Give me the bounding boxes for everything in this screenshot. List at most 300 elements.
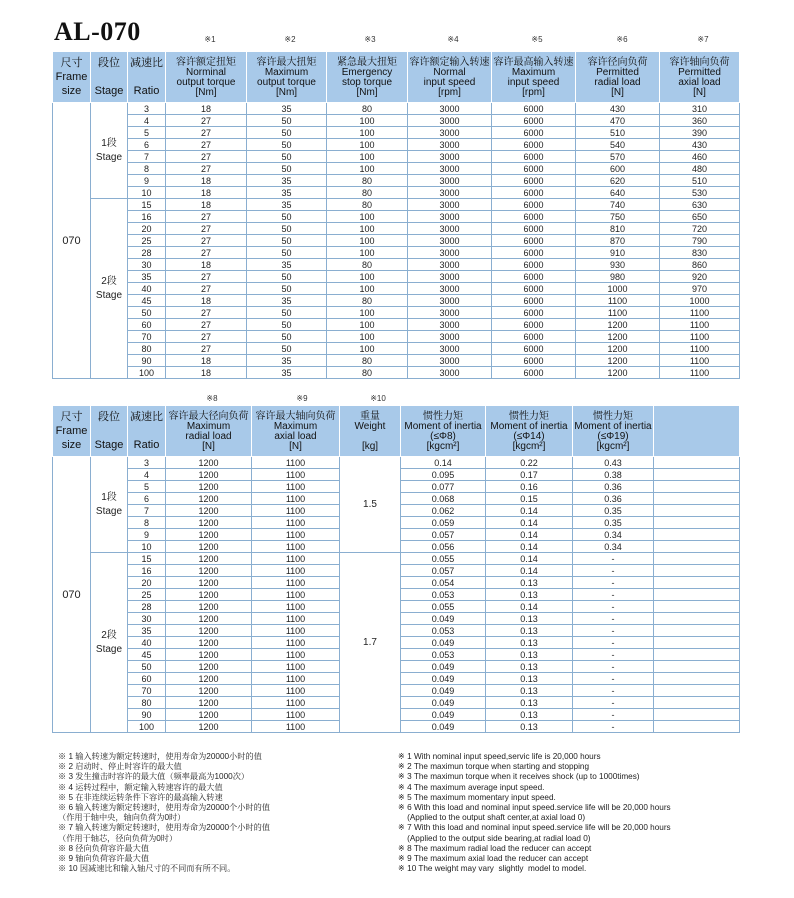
stage-en: Stage: [95, 505, 123, 517]
value-cell: 1100: [252, 577, 340, 589]
value-cell: 6000: [492, 211, 576, 223]
header-max-torque: 容许最大扭矩 Maximum output torque [Nm]: [247, 52, 327, 103]
ratio-cell: 35: [128, 625, 166, 637]
value-cell: 910: [576, 247, 660, 259]
table-row: [53, 355, 740, 367]
value-cell: 0.059: [401, 517, 486, 529]
note-mark: ※10: [370, 394, 386, 403]
value-cell: 50: [247, 343, 327, 355]
value-cell: 0.13: [486, 577, 573, 589]
value-cell: 100: [327, 163, 408, 175]
header-inertia-8: 惯性力矩 Moment of inertia (≤Φ8) [kgcm²]: [401, 406, 486, 457]
ratio-cell: 90: [128, 355, 166, 367]
value-cell: 6000: [492, 187, 576, 199]
ratio-cell: 16: [128, 211, 166, 223]
value-cell: 35: [247, 103, 327, 115]
notes-english: [398, 752, 748, 874]
value-cell: 100: [327, 343, 408, 355]
value-cell: 0.057: [401, 529, 486, 541]
value-cell: 0.055: [401, 553, 486, 565]
value-cell: 27: [166, 151, 247, 163]
value-cell: 50: [247, 247, 327, 259]
value-cell: 0.14: [486, 601, 573, 613]
table-row: [53, 307, 740, 319]
value-cell: 1100: [252, 517, 340, 529]
value-cell: 0.053: [401, 589, 486, 601]
value-cell: -: [573, 625, 654, 637]
value-cell: 18: [166, 199, 247, 211]
weight-cell: 1.7: [340, 553, 401, 733]
value-cell: 1200: [166, 649, 252, 661]
value-cell: 1200: [166, 661, 252, 673]
ratio-cell: 7: [128, 151, 166, 163]
value-cell: 530: [660, 187, 740, 199]
value-cell: 80: [327, 199, 408, 211]
value-cell: 1100: [252, 637, 340, 649]
value-cell: 620: [576, 175, 660, 187]
value-cell: 18: [166, 175, 247, 187]
value-cell: 3000: [408, 235, 492, 247]
value-cell: 100: [327, 151, 408, 163]
value-cell: 3000: [408, 307, 492, 319]
value-cell: 0.062: [401, 505, 486, 517]
empty-cell: [654, 481, 740, 493]
value-cell: 1200: [166, 505, 252, 517]
value-cell: 35: [247, 367, 327, 379]
empty-cell: [654, 721, 740, 733]
value-cell: 1200: [166, 457, 252, 469]
value-cell: 1100: [252, 697, 340, 709]
note-line: ※ 9 轴向负荷容许最大值: [58, 854, 149, 864]
header-axial-load: 容许轴向负荷 Permitted axial load [N]: [660, 52, 740, 103]
empty-cell: [654, 661, 740, 673]
header-nominal-torque: 容许额定扭矩 Norminal output torque [Nm]: [166, 52, 247, 103]
value-cell: 0.049: [401, 637, 486, 649]
value-cell: 35: [247, 175, 327, 187]
stage-en: Stage: [95, 643, 123, 655]
value-cell: 35: [247, 355, 327, 367]
value-cell: 0.053: [401, 649, 486, 661]
value-cell: 35: [247, 259, 327, 271]
value-cell: 930: [576, 259, 660, 271]
value-cell: 970: [660, 283, 740, 295]
value-cell: 3000: [408, 271, 492, 283]
value-cell: 50: [247, 283, 327, 295]
value-cell: 830: [660, 247, 740, 259]
value-cell: 6000: [492, 283, 576, 295]
empty-cell: [654, 601, 740, 613]
value-cell: 1200: [576, 331, 660, 343]
value-cell: 100: [327, 319, 408, 331]
value-cell: 390: [660, 127, 740, 139]
value-cell: 27: [166, 115, 247, 127]
note-line: ※ 7 With this load and nominal input speed.service life will be 20,000 hours: [398, 823, 671, 833]
empty-cell: [654, 529, 740, 541]
value-cell: 27: [166, 223, 247, 235]
value-cell: 0.077: [401, 481, 486, 493]
stage-cell: [91, 103, 128, 199]
value-cell: 1200: [576, 319, 660, 331]
value-cell: 100: [327, 115, 408, 127]
value-cell: 1200: [166, 601, 252, 613]
value-cell: 6000: [492, 367, 576, 379]
note-line: ※ 5 在非连续运转条件下容许的最高输入转速: [58, 792, 223, 802]
value-cell: 6000: [492, 355, 576, 367]
value-cell: -: [573, 661, 654, 673]
value-cell: 18: [166, 367, 247, 379]
note-mark: ※8: [206, 394, 218, 403]
value-cell: 100: [327, 283, 408, 295]
value-cell: 1100: [576, 295, 660, 307]
ratio-cell: 70: [128, 685, 166, 697]
ratio-cell: 8: [128, 517, 166, 529]
value-cell: 0.22: [486, 457, 573, 469]
value-cell: 0.36: [573, 481, 654, 493]
value-cell: 27: [166, 343, 247, 355]
stage-cell: [91, 553, 128, 733]
value-cell: 1100: [252, 601, 340, 613]
value-cell: 1100: [576, 307, 660, 319]
value-cell: -: [573, 565, 654, 577]
value-cell: 0.056: [401, 541, 486, 553]
frame-size-cell: 070: [53, 103, 91, 379]
value-cell: 27: [166, 319, 247, 331]
ratio-cell: 80: [128, 697, 166, 709]
note-mark: ※9: [296, 394, 308, 403]
note-mark: ※3: [364, 35, 376, 44]
stage-zh: 1段: [101, 137, 117, 149]
value-cell: 80: [327, 295, 408, 307]
value-cell: 6000: [492, 175, 576, 187]
table-row: [53, 223, 740, 235]
value-cell: 0.38: [573, 469, 654, 481]
value-cell: -: [573, 589, 654, 601]
frame-size-cell: 070: [53, 457, 91, 733]
value-cell: 1200: [166, 517, 252, 529]
value-cell: 1200: [166, 529, 252, 541]
value-cell: 0.13: [486, 685, 573, 697]
value-cell: 27: [166, 247, 247, 259]
ratio-cell: 10: [128, 541, 166, 553]
ratio-cell: 90: [128, 709, 166, 721]
note-line: ※ 1 输入转速为额定转速时，使用寿命为20000小时的值: [58, 752, 262, 761]
empty-cell: [654, 493, 740, 505]
table-row: [53, 319, 740, 331]
value-cell: 50: [247, 211, 327, 223]
empty-cell: [654, 637, 740, 649]
empty-cell: [654, 649, 740, 661]
value-cell: 100: [327, 271, 408, 283]
value-cell: 630: [660, 199, 740, 211]
value-cell: 80: [327, 175, 408, 187]
value-cell: -: [573, 637, 654, 649]
value-cell: 1100: [252, 649, 340, 661]
value-cell: 0.13: [486, 721, 573, 733]
value-cell: 1100: [252, 481, 340, 493]
ratio-cell: 25: [128, 589, 166, 601]
table-row: [53, 235, 740, 247]
empty-cell: [654, 709, 740, 721]
value-cell: 27: [166, 211, 247, 223]
spec-table-1: [52, 51, 740, 379]
value-cell: 1200: [576, 355, 660, 367]
stage-en: Stage: [95, 151, 123, 163]
value-cell: 0.14: [486, 529, 573, 541]
ratio-cell: 9: [128, 175, 166, 187]
value-cell: 3000: [408, 259, 492, 271]
table-row: [53, 331, 740, 343]
value-cell: 3000: [408, 115, 492, 127]
note-line: ※ 2 启动时、停止时容许的最大值: [58, 762, 182, 772]
ratio-cell: 16: [128, 565, 166, 577]
note-mark: ※1: [204, 35, 216, 44]
value-cell: 1100: [252, 493, 340, 505]
note-line: ※ 3 The maximun torque when it receives shock (up to 1000times): [398, 772, 640, 782]
value-cell: -: [573, 709, 654, 721]
table2-note-marks: [0, 394, 794, 404]
empty-cell: [654, 685, 740, 697]
value-cell: -: [573, 697, 654, 709]
ratio-cell: 6: [128, 139, 166, 151]
value-cell: 0.13: [486, 709, 573, 721]
note-line: ※ 8 The maximum radial load the reducer can accept: [398, 843, 592, 853]
note-line: ※ 7 输入转速为额定转速时，使用寿命为20000个小时的值: [58, 823, 270, 833]
empty-cell: [654, 577, 740, 589]
value-cell: 1100: [252, 505, 340, 517]
value-cell: 1200: [576, 343, 660, 355]
value-cell: 3000: [408, 247, 492, 259]
value-cell: 80: [327, 355, 408, 367]
value-cell: 1000: [660, 295, 740, 307]
value-cell: 1200: [166, 685, 252, 697]
value-cell: 3000: [408, 127, 492, 139]
note-line: ※ 9 The maximum axial load the reducer can accept: [398, 854, 589, 864]
value-cell: 3000: [408, 139, 492, 151]
ratio-cell: 5: [128, 481, 166, 493]
value-cell: 0.049: [401, 721, 486, 733]
ratio-cell: 30: [128, 613, 166, 625]
value-cell: 1200: [166, 589, 252, 601]
value-cell: 3000: [408, 211, 492, 223]
stage-en: Stage: [95, 289, 123, 301]
value-cell: 0.053: [401, 625, 486, 637]
value-cell: 1200: [576, 367, 660, 379]
value-cell: 0.14: [486, 505, 573, 517]
value-cell: 0.049: [401, 697, 486, 709]
table-row: [53, 343, 740, 355]
note-line: ※ 5 The maximum momentary input speed.: [398, 792, 556, 802]
note-mark: ※5: [531, 35, 543, 44]
value-cell: 100: [327, 235, 408, 247]
value-cell: 6000: [492, 319, 576, 331]
header-empty: [654, 406, 740, 457]
value-cell: 0.054: [401, 577, 486, 589]
note-line: ※ 10 The weight may vary slightly model to model.: [398, 864, 587, 874]
value-cell: 1100: [252, 709, 340, 721]
empty-cell: [654, 589, 740, 601]
value-cell: 3000: [408, 199, 492, 211]
value-cell: 870: [576, 235, 660, 247]
value-cell: 3000: [408, 331, 492, 343]
ratio-cell: 9: [128, 529, 166, 541]
ratio-cell: 50: [128, 661, 166, 673]
value-cell: 50: [247, 319, 327, 331]
value-cell: 6000: [492, 331, 576, 343]
value-cell: 50: [247, 235, 327, 247]
value-cell: 100: [327, 139, 408, 151]
value-cell: 6000: [492, 235, 576, 247]
table-row: [53, 457, 740, 469]
ratio-cell: 60: [128, 319, 166, 331]
empty-cell: [654, 457, 740, 469]
value-cell: 3000: [408, 103, 492, 115]
stage-cell: [91, 457, 128, 553]
value-cell: 510: [660, 175, 740, 187]
value-cell: 0.16: [486, 481, 573, 493]
value-cell: 18: [166, 259, 247, 271]
table-row: [53, 283, 740, 295]
ratio-cell: 100: [128, 367, 166, 379]
value-cell: 740: [576, 199, 660, 211]
value-cell: 810: [576, 223, 660, 235]
value-cell: 50: [247, 271, 327, 283]
value-cell: 6000: [492, 103, 576, 115]
value-cell: 6000: [492, 115, 576, 127]
ratio-cell: 6: [128, 493, 166, 505]
value-cell: 3000: [408, 163, 492, 175]
value-cell: 0.43: [573, 457, 654, 469]
value-cell: -: [573, 613, 654, 625]
value-cell: 510: [576, 127, 660, 139]
value-cell: 18: [166, 187, 247, 199]
value-cell: 1200: [166, 553, 252, 565]
value-cell: 1200: [166, 697, 252, 709]
value-cell: 750: [576, 211, 660, 223]
value-cell: 3000: [408, 187, 492, 199]
value-cell: 35: [247, 199, 327, 211]
empty-cell: [654, 673, 740, 685]
value-cell: 1100: [252, 469, 340, 481]
value-cell: 27: [166, 139, 247, 151]
value-cell: 100: [327, 127, 408, 139]
value-cell: 1100: [660, 307, 740, 319]
note-line: ※ 10 因减速比和输入轴尺寸的不同而有所不同。: [58, 864, 236, 874]
value-cell: 0.068: [401, 493, 486, 505]
ratio-cell: 7: [128, 505, 166, 517]
value-cell: 3000: [408, 283, 492, 295]
table-row: [53, 163, 740, 175]
value-cell: 3000: [408, 343, 492, 355]
table-row: [53, 187, 740, 199]
value-cell: 0.13: [486, 637, 573, 649]
value-cell: 1200: [166, 577, 252, 589]
value-cell: 6000: [492, 343, 576, 355]
value-cell: 1100: [660, 367, 740, 379]
empty-cell: [654, 517, 740, 529]
header-ratio: 减速比 Ratio: [128, 406, 166, 457]
ratio-cell: 10: [128, 187, 166, 199]
table-row: [53, 271, 740, 283]
header-ratio: 减速比 Ratio: [128, 52, 166, 103]
value-cell: 100: [327, 247, 408, 259]
value-cell: 1100: [660, 355, 740, 367]
value-cell: 50: [247, 139, 327, 151]
header-nominal-speed: 容许额定输入转速 Normal input speed [rpm]: [408, 52, 492, 103]
value-cell: 27: [166, 235, 247, 247]
value-cell: 0.049: [401, 673, 486, 685]
table-row: [53, 151, 740, 163]
value-cell: 0.17: [486, 469, 573, 481]
note-line: ※ 2 The maximun torque when starting and stopping: [398, 762, 590, 772]
value-cell: 0.057: [401, 565, 486, 577]
value-cell: 570: [576, 151, 660, 163]
value-cell: 50: [247, 163, 327, 175]
value-cell: 50: [247, 307, 327, 319]
ratio-cell: 40: [128, 283, 166, 295]
stage-zh: 1段: [101, 491, 117, 503]
value-cell: 6000: [492, 199, 576, 211]
value-cell: 650: [660, 211, 740, 223]
value-cell: -: [573, 673, 654, 685]
header-stage: 段位 Stage: [91, 406, 128, 457]
value-cell: 1100: [252, 565, 340, 577]
note-line: (Applied to the output side bearing,at radial load 0): [398, 833, 591, 843]
value-cell: 1200: [166, 709, 252, 721]
ratio-cell: 3: [128, 457, 166, 469]
value-cell: 0.13: [486, 613, 573, 625]
value-cell: 0.14: [486, 565, 573, 577]
value-cell: 1100: [252, 673, 340, 685]
ratio-cell: 25: [128, 235, 166, 247]
ratio-cell: 8: [128, 163, 166, 175]
stage-zh: 2段: [101, 629, 117, 641]
value-cell: 1100: [252, 661, 340, 673]
value-cell: 6000: [492, 247, 576, 259]
ratio-cell: 20: [128, 223, 166, 235]
value-cell: 50: [247, 115, 327, 127]
value-cell: 27: [166, 307, 247, 319]
note-mark: ※7: [697, 35, 709, 44]
value-cell: -: [573, 553, 654, 565]
value-cell: 0.13: [486, 589, 573, 601]
ratio-cell: 45: [128, 295, 166, 307]
value-cell: 310: [660, 103, 740, 115]
stage-cell: [91, 199, 128, 379]
ratio-cell: 20: [128, 577, 166, 589]
header-emergency-torque: 紧急最大扭矩 Emergency stop torque [Nm]: [327, 52, 408, 103]
header-max-speed: 容许最高输入转速 Maximum input speed [rpm]: [492, 52, 576, 103]
value-cell: 1100: [252, 625, 340, 637]
value-cell: 6000: [492, 295, 576, 307]
value-cell: -: [573, 721, 654, 733]
spec-table-2: [52, 405, 740, 733]
note-line: ※ 4 运转过程中，额定输入转速容许的最大值: [58, 782, 223, 792]
ratio-cell: 28: [128, 247, 166, 259]
value-cell: 6000: [492, 259, 576, 271]
value-cell: 0.14: [486, 553, 573, 565]
value-cell: 18: [166, 295, 247, 307]
value-cell: -: [573, 649, 654, 661]
value-cell: 1200: [166, 637, 252, 649]
note-mark: ※6: [616, 35, 628, 44]
value-cell: 1200: [166, 625, 252, 637]
value-cell: 0.35: [573, 505, 654, 517]
value-cell: 360: [660, 115, 740, 127]
empty-cell: [654, 613, 740, 625]
stage-zh: 2段: [101, 275, 117, 287]
ratio-cell: 4: [128, 115, 166, 127]
value-cell: 100: [327, 211, 408, 223]
